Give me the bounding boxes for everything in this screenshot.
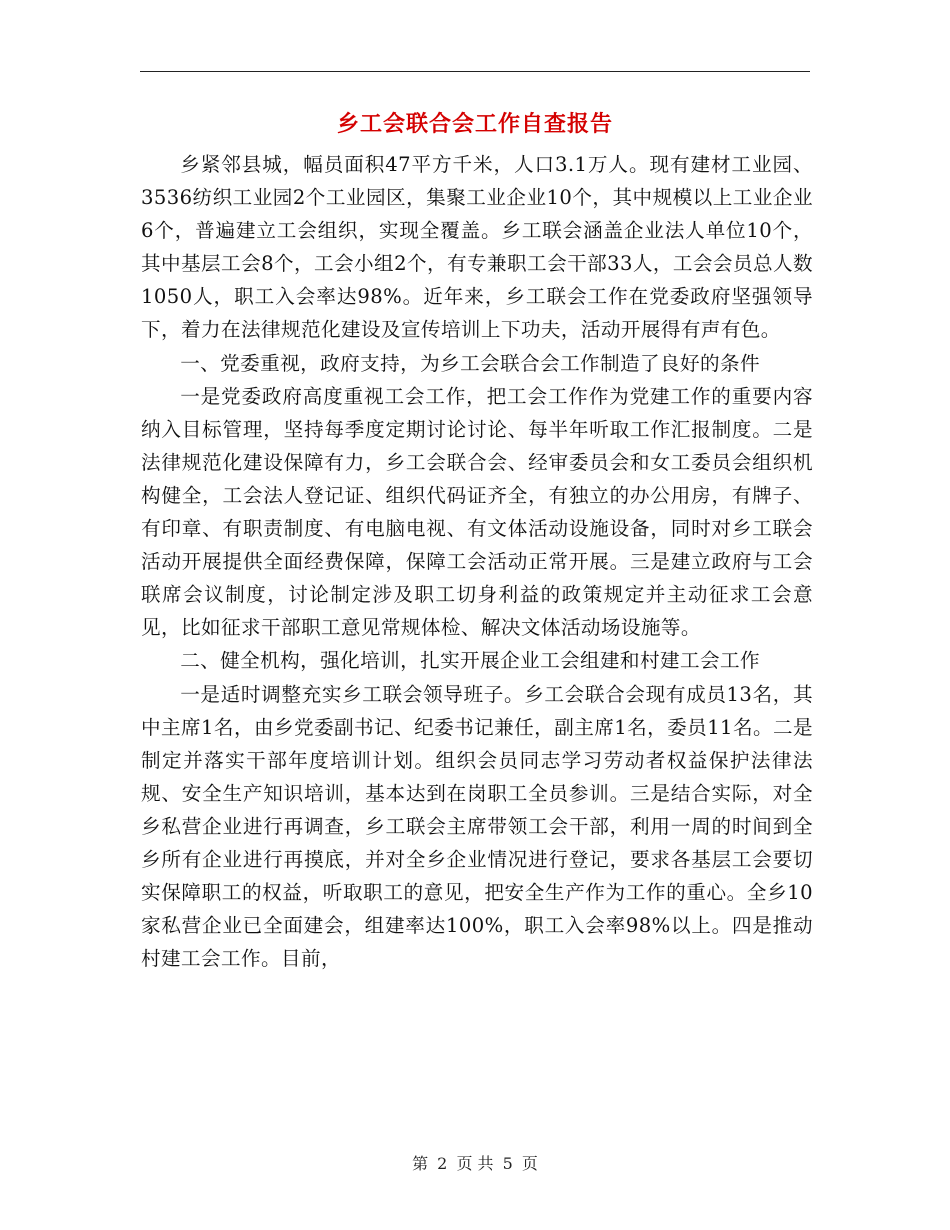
section-heading-1: 一、党委重视，政府支持，为乡工会联合会工作制造了良好的条件 [180, 351, 761, 375]
document-title: 乡工会联合会工作自查报告 [336, 111, 613, 137]
page-total: 5 [502, 1154, 513, 1173]
paragraph-intro: 乡紧邻县城，幅员面积47平方千米，人口3.1万人。现有建材工业园、3536纺织工业园2个工业园区，集聚工业企业10个，其中规模以上工业企业6个，普遍建立工会组织，实现全覆盖。乡工联会涵盖企业法人单位10个，其中基层工会8个，工会小组2个，有专兼职工会干部33人，工会会员总人数1050人，职工入会率达98%。近年来，乡工联会工作在党委政府坚强领导下，着力在法律规范化建设及宣传培训上下功夫，活动开展得有声有色。 [141, 153, 813, 342]
section-heading-2: 二、健全机构，强化培训，扎实开展企业工会组建和村建工会工作 [180, 649, 761, 673]
paragraph-section-2: 一是适时调整充实乡工联会领导班子。乡工会联合会现有成员13名，其中主席1名，由乡党委副书记、纪委书记兼任，副主席1名，委员11名。二是制定并落实干部年度培训计划。组织会员同志学习劳动者权益保护法律法规、安全生产知识培训，基本达到在岗职工全员参训。三是结合实际，对全乡私营企业进行再调查，乡工联会主席带领工会干部，利用一周的时间到全乡所有企业进行再摸底，并对全乡企业情况进行登记，要求各基层工会要切实保障职工的权益，听取职工的意见，把安全生产作为工作的重心。全乡10家私营企业已全面建会，组建率达100%，职工入会率98%以上。四是推动村建工会工作。目前， [141, 682, 813, 971]
header-rule [140, 71, 810, 72]
page-label-suffix: 页 [521, 1154, 538, 1173]
page-label-middle: 页 共 [456, 1154, 494, 1173]
page-label-prefix: 第 [412, 1154, 429, 1173]
document-body [141, 148, 813, 975]
paragraph-section-1: 一是党委政府高度重视工会工作，把工会工作作为党建工作的重要内容纳入目标管理，坚持每季度定期讨论讨论、每半年听取工作汇报制度。二是法律规范化建设保障有力，乡工会联合会、经审委员会和女工委员会组织机构健全，工会法人登记证、组织代码证齐全，有独立的办公用房，有牌子、有印章、有职责制度、有电脑电视、有文体活动设施设备，同时对乡工联会活动开展提供全面经费保障，保障工会活动正常开展。三是建立政府与工会联席会议制度，讨论制定涉及职工切身利益的政策规定并主动征求工会意见，比如征求干部职工意见常规体检、解决文体活动场设施等。 [141, 384, 813, 640]
page-current: 2 [437, 1154, 448, 1173]
page-footer [0, 1152, 950, 1176]
